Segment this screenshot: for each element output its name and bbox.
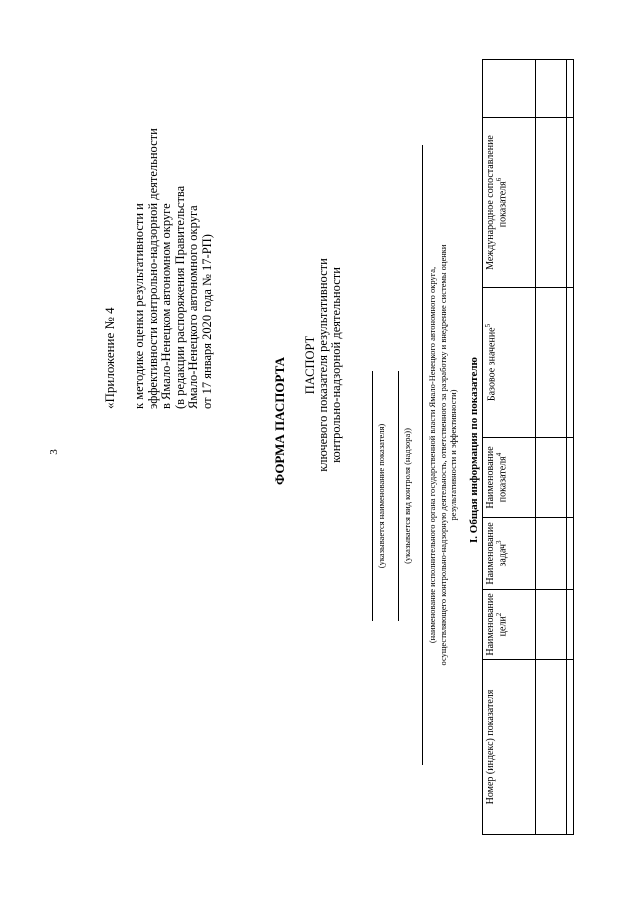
- passport-subtitle-line: контрольно-надзорной деятельности: [329, 267, 344, 463]
- appendix-line: Ямало-Ненецкого автономного округа: [186, 205, 201, 409]
- appendix-line: эффективности контрольно-надзорной деятельности: [145, 128, 160, 409]
- table-header-cell: Наименование показателя$^4$: [483, 438, 536, 518]
- authority-rule: [422, 145, 423, 765]
- table-cell: [536, 590, 567, 660]
- passport-heading: ПАСПОРТ: [303, 335, 317, 395]
- authority-caption-line: осуществляющего контрольно-надзорную деятельность, ответственного за разработку и внедрение системы оценки: [437, 244, 448, 666]
- table-cell: [567, 288, 574, 438]
- appendix-line: к методике оценки результативности и: [132, 203, 147, 409]
- table-cell: [567, 118, 574, 288]
- table-header-cell: Международное сопоставление показателя$^6$: [483, 118, 536, 288]
- table-cell: [536, 518, 567, 590]
- authority-caption-line: (наименование исполнительного органа государственной власти Ямало-Ненецкого автономного округа,: [427, 266, 437, 644]
- appendix-title: «Приложение № 4: [102, 307, 117, 409]
- table-empty-cell: [483, 60, 536, 118]
- table-header-cell: Номер (индекс) показателя: [483, 660, 536, 835]
- table-cell: [567, 660, 574, 835]
- table-cell: [536, 288, 567, 438]
- table-header-cell: Наименование задач$^3$: [483, 518, 536, 590]
- form-title: ФОРМА ПАСПОРТА: [272, 356, 287, 485]
- appendix-line: в Ямало-Ненецком автономном округе: [159, 203, 174, 409]
- control-type-caption: (указывается вид контроля (надзора)): [402, 428, 412, 564]
- authority-caption: [427, 145, 459, 765]
- authority-caption-line: результативности и эффективности): [448, 389, 459, 521]
- page-number: 3: [48, 449, 60, 455]
- table-row: [567, 60, 574, 835]
- passport-subtitle-line: ключевого показателя результативности: [316, 258, 331, 472]
- table-cell: [567, 60, 574, 118]
- table-header-row: [483, 60, 536, 835]
- table-cell: [536, 438, 567, 518]
- table-cell: [536, 60, 567, 118]
- control-type-rule: [398, 371, 399, 621]
- table-cell: [567, 438, 574, 518]
- table-header-cell: Базовое значение$^5$: [483, 288, 536, 438]
- table-cell: [536, 118, 567, 288]
- indicator-name-caption: (указывается наименование показателя): [376, 423, 386, 569]
- passport-heading-block: [304, 185, 343, 545]
- section-title: I. Общая информация по показателю: [468, 357, 480, 543]
- table-row: [536, 60, 567, 835]
- appendix-line: от 17 января 2020 года № 17-РП): [199, 234, 214, 409]
- table-cell: [567, 590, 574, 660]
- table-cell: [536, 660, 567, 835]
- indicator-name-rule: [372, 371, 373, 621]
- general-info-table: [482, 59, 574, 835]
- table-header-cell: Наименование цели$^2$: [483, 590, 536, 660]
- appendix-block: [103, 29, 214, 409]
- table-cell: [567, 518, 574, 590]
- appendix-line: (в редакции распоряжения Правительства: [172, 185, 187, 409]
